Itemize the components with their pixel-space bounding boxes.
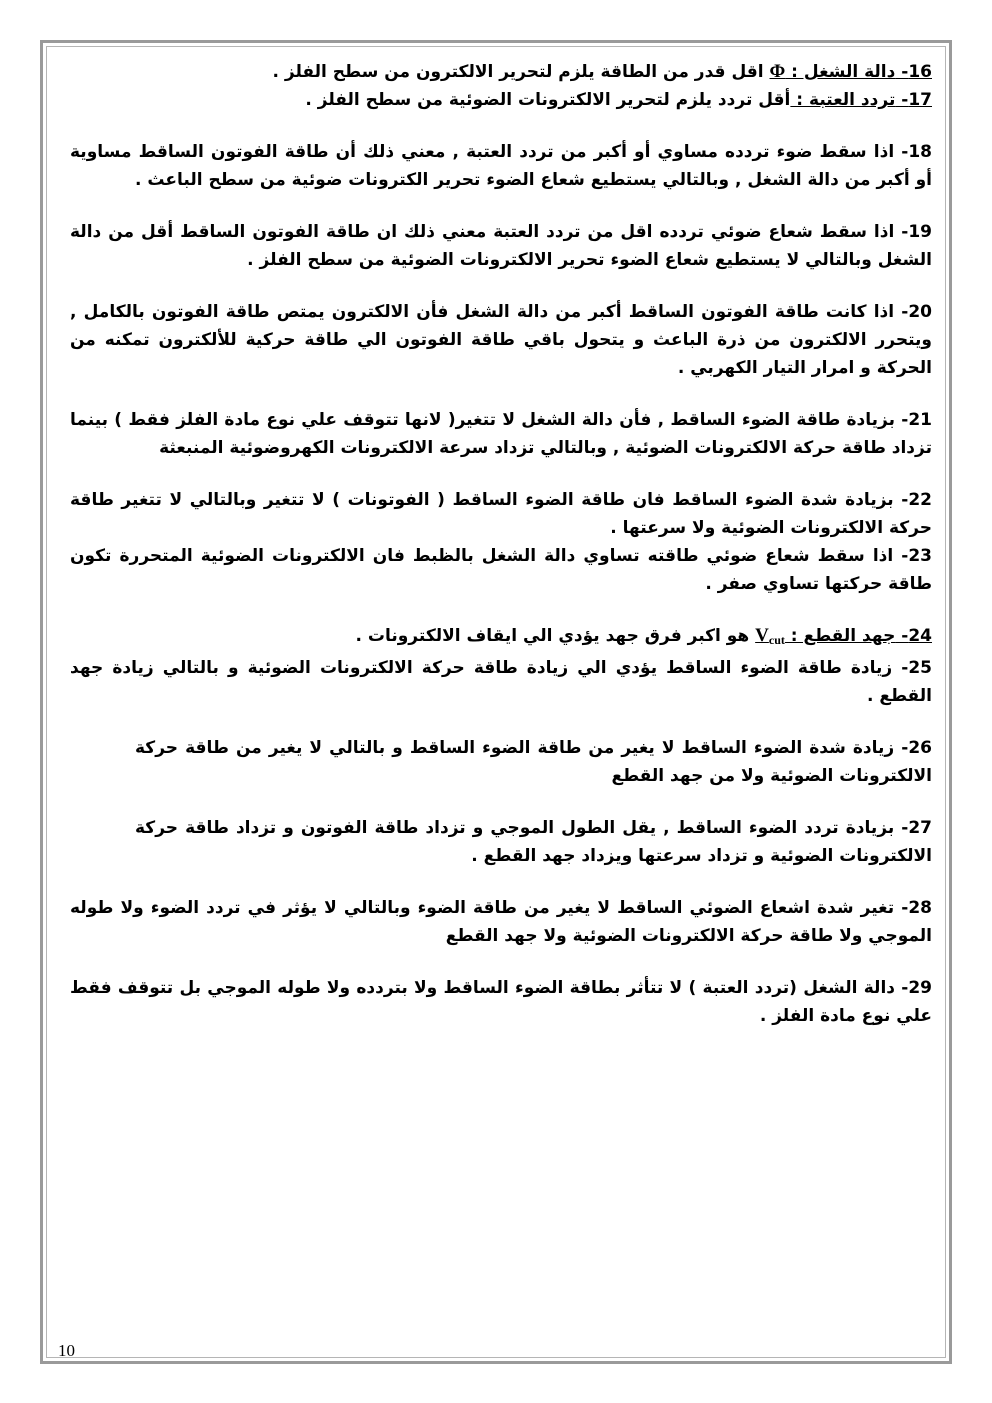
item-26: 26- زيادة شدة الضوء الساقط لا يغير من طاقة الضوء الساقط و بالتالي لا يغير من طاقة حركة الالكترونات الضوئية ولا من جهد القطع	[135, 738, 932, 786]
item-16	[70, 58, 932, 86]
item-25-number: 25	[908, 658, 932, 678]
item-26-text: زيادة شدة الضوء الساقط لا يغير من طاقة الضوء الساقط و بالتالي لا يغير من طاقة حركة الالكترونات الضوئية ولا من جهد القطع	[135, 738, 932, 786]
item-17-heading: 17- تردد العتبة :	[790, 90, 932, 110]
item-22-number: 22	[908, 490, 932, 510]
item-29-text: دالة الشغل (تردد العتبة ) لا تتأثر بطاقة الضوء الساقط ولا بتردده ولا طوله الموجي بل تتوقف فقط علي نوع مادة الفلز .	[70, 978, 932, 1026]
cutoff-voltage-subscript: cut	[768, 633, 785, 647]
item-24-definition: هو اكبر فرق جهد يؤدي الي ايقاف الالكترونات .	[355, 626, 750, 646]
item-25: 25- زيادة طاقة الضوء الساقط يؤدي الي زيادة طاقة حركة الالكترونات الضوئية و بالتالي زيادة جهد القطع .	[70, 658, 932, 706]
document-body	[70, 58, 932, 1030]
item-16-number: 16	[908, 62, 932, 82]
item-20-text: اذا كانت طاقة الفوتون الساقط أكبر من دالة الشغل فأن الالكترون يمتص طاقة الفوتون بالكامل , ويتحرر الالكترون من ذرة الباعث و يتحول باقي طاقة الفوتون الي طاقة حركية للألكترون تمكنه من الحركة و امرار التيار الكهربي .	[70, 302, 932, 378]
item-20-number: 20	[908, 302, 932, 322]
item-22-text: بزيادة شدة الضوء الساقط فان طاقة الضوء الساقط ( الفوتونات ) لا تتغير وبالتالي لا تتغير طاقة حركة الالكترونات الضوئية ولا سرعتها .	[70, 490, 932, 538]
item-17-definition: أقل تردد يلزم لتحرير الالكترونات الضوئية من سطح الفلز .	[305, 90, 791, 110]
item-17	[70, 86, 932, 114]
item-22: 22- بزيادة شدة الضوء الساقط فان طاقة الضوء الساقط ( الفوتونات ) لا تتغير وبالتالي لا تتغير طاقة حركة الالكترونات الضوئية ولا سرعتها .	[70, 490, 932, 538]
cutoff-voltage-symbol: V	[755, 625, 769, 646]
item-21-text: بزيادة طاقة الضوء الساقط , فأن دالة الشغل لا تتغير( لانها تتوقف علي نوع مادة الفلز فقط ) بينما تزداد طاقة حركة الالكترونات الضوئية , وبالتالي تزداد سرعة الالكترونات الكهروضوئية المنبعثة	[70, 410, 932, 458]
item-28-number: 28	[908, 898, 932, 918]
item-28: 28- تغير شدة اشعاع الضوئي الساقط لا يغير من طاقة الضوء وبالتالي لا يؤثر في تردد الضوء ولا طوله الموجي ولا طاقة حركة الالكترونات الضوئية ولا جهد القطع	[70, 898, 932, 946]
item-16-term: دالة الشغل :	[785, 62, 896, 82]
item-21: 21- بزيادة طاقة الضوء الساقط , فأن دالة الشغل لا تتغير( لانها تتوقف علي نوع مادة الفلز فقط ) بينما تزداد طاقة حركة الالكترونات الضوئية , وبالتالي تزداد سرعة الالكترونات الكهروضوئية المنبعثة	[70, 410, 932, 458]
item-18-text: اذا سقط ضوء تردده مساوي أو أكبر من تردد العتبة , معني ذلك أن طاقة الفوتون الساقط مساوية أو أكبر من دالة الشغل , وبالتالي يستطيع شعاع الضوء تحرير الكترونات ضوئية من سطح الباعث .	[70, 142, 932, 190]
item-18-number: 18	[908, 142, 933, 162]
item-20: 20- اذا كانت طاقة الفوتون الساقط أكبر من دالة الشغل فأن الالكترون يمتص طاقة الفوتون بالكامل , ويتحرر الالكترون من ذرة الباعث و يتحول باقي طاقة الفوتون الي طاقة حركية للألكترون تمكنه من الحركة و امرار التيار الكهربي .	[70, 302, 932, 378]
item-27-number: 27	[908, 818, 932, 838]
work-function-symbol: Φ	[769, 61, 786, 82]
item-23-number: 23	[908, 546, 932, 566]
item-16-definition: اقل قدر من الطاقة يلزم لتحرير الالكترون من سطح الفلز .	[272, 62, 764, 82]
item-24-heading: 24- جهد القطع : $V_{cut}$	[755, 625, 932, 647]
item-28-text: تغير شدة اشعاع الضوئي الساقط لا يغير من طاقة الضوء وبالتالي لا يؤثر في تردد الضوء ولا طوله الموجي ولا طاقة حركة الالكترونات الضوئية ولا جهد القطع	[70, 898, 932, 946]
item-29: 29- دالة الشغل (تردد العتبة ) لا تتأثر بطاقة الضوء الساقط ولا بتردده ولا طوله الموجي بل تتوقف فقط علي نوع مادة الفلز .	[70, 978, 932, 1026]
item-27-text: بزيادة تردد الضوء الساقط , يقل الطول الموجي و تزداد طاقة الفوتون و تزداد طاقة حركة الالكترونات الضوئية و تزداد سرعتها ويزداد جهد القطع .	[135, 818, 932, 866]
item-17-number: 17	[908, 90, 932, 110]
item-19-number: 19	[908, 222, 932, 242]
item-19-text: اذا سقط شعاع ضوئي تردده اقل من تردد العتبة معني ذلك ان طاقة الفوتون الساقط أقل من دالة الشغل وبالتالي لا يستطيع شعاع الضوء تحرير الالكترونات الضوئية من سطح الفلز .	[70, 222, 932, 270]
item-25-text: زيادة طاقة الضوء الساقط يؤدي الي زيادة طاقة حركة الالكترونات الضوئية و بالتالي زيادة جهد القطع .	[70, 658, 932, 706]
item-24	[70, 622, 932, 654]
item-17-term: تردد العتبة :	[790, 90, 896, 110]
page-number: 10	[58, 1341, 75, 1360]
item-29-number: 29	[908, 978, 932, 998]
item-19: 19- اذا سقط شعاع ضوئي تردده اقل من تردد العتبة معني ذلك ان طاقة الفوتون الساقط أقل من دالة الشغل وبالتالي لا يستطيع شعاع الضوء تحرير الالكترونات الضوئية من سطح الفلز .	[70, 222, 932, 270]
item-16-heading: 16- دالة الشغل : Φ	[769, 61, 932, 82]
item-21-number: 21	[908, 410, 932, 430]
item-23: 23- اذا سقط شعاع ضوئي طاقته تساوي دالة الشغل بالظبط فان الالكترونات الضوئية المتحررة تكون طاقة حركتها تساوي صفر .	[70, 546, 932, 594]
item-26-number: 26	[908, 738, 932, 758]
item-24-term: جهد القطع :	[784, 626, 896, 646]
item-23-text: اذا سقط شعاع ضوئي طاقته تساوي دالة الشغل بالظبط فان الالكترونات الضوئية المتحررة تكون طاقة حركتها تساوي صفر .	[70, 546, 932, 594]
item-27: 27- بزيادة تردد الضوء الساقط , يقل الطول الموجي و تزداد طاقة الفوتون و تزداد طاقة حركة الالكترونات الضوئية و تزداد سرعتها ويزداد جهد القطع .	[135, 818, 932, 866]
item-18: 18- اذا سقط ضوء تردده مساوي أو أكبر من تردد العتبة , معني ذلك أن طاقة الفوتون الساقط مساوية أو أكبر من دالة الشغل , وبالتالي يستطيع شعاع الضوء تحرير الكترونات ضوئية من سطح الباعث .	[70, 142, 933, 190]
item-24-number: 24	[908, 626, 932, 646]
